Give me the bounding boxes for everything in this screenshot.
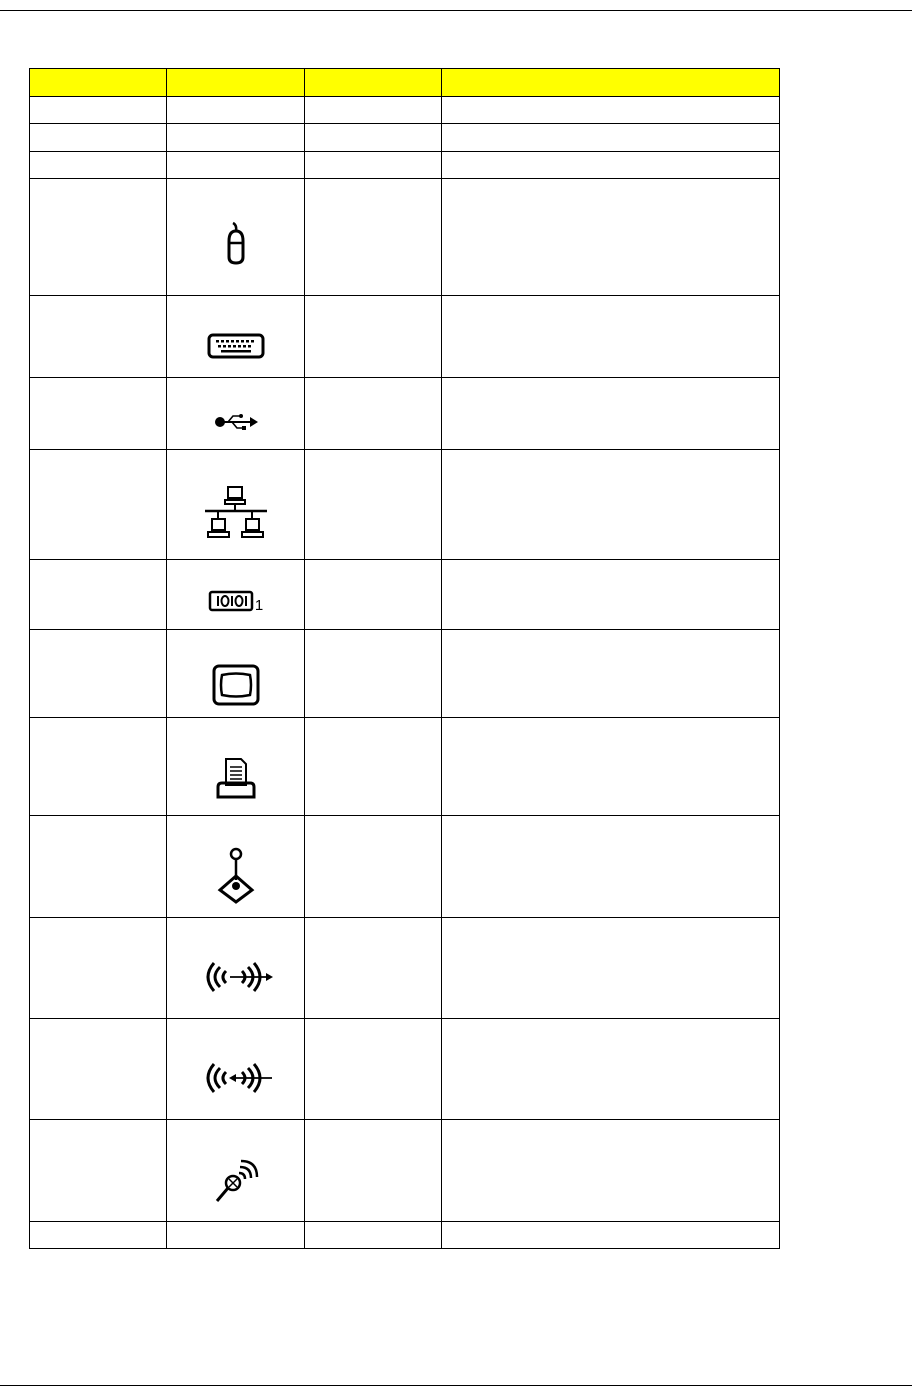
serial-port-icon — [208, 589, 254, 613]
top-rule — [0, 10, 912, 11]
table-cell — [442, 1222, 780, 1249]
table-cell — [305, 97, 442, 124]
network-icon — [203, 485, 269, 547]
table-cell — [442, 296, 780, 378]
table-cell — [305, 816, 442, 918]
monitor-icon — [211, 663, 261, 707]
table-cell — [442, 718, 780, 816]
table-cell — [30, 816, 167, 918]
table-cell — [305, 450, 442, 560]
table-cell — [442, 1019, 780, 1120]
table-cell — [305, 179, 442, 296]
table-cell — [442, 918, 780, 1019]
table-row — [30, 296, 780, 378]
icon-cell — [167, 1120, 305, 1222]
table-cell — [305, 296, 442, 378]
table-row — [30, 179, 780, 296]
line-in-icon — [196, 1058, 276, 1098]
header-cell — [305, 69, 442, 97]
table-cell — [442, 1120, 780, 1222]
table-header-row — [30, 69, 780, 97]
header-cell — [30, 69, 167, 97]
table-row — [30, 97, 780, 124]
table-cell — [442, 630, 780, 718]
microphone-icon — [211, 1155, 261, 1207]
table-cell — [305, 1222, 442, 1249]
table-cell — [167, 97, 305, 124]
table-cell — [30, 179, 167, 296]
icon-cell — [167, 179, 305, 296]
icon-cell — [167, 816, 305, 918]
table-cell — [305, 918, 442, 1019]
table-cell — [167, 1222, 305, 1249]
table-cell — [442, 450, 780, 560]
table-cell — [30, 1222, 167, 1249]
keyboard-icon — [206, 331, 266, 361]
table-cell — [167, 152, 305, 179]
printer-icon — [214, 755, 258, 803]
line-out-icon — [196, 957, 276, 997]
icon-cell — [167, 450, 305, 560]
icon-cell — [167, 1019, 305, 1120]
table-cell — [442, 179, 780, 296]
table-cell — [305, 378, 442, 450]
table-cell — [305, 1019, 442, 1120]
table-cell — [30, 378, 167, 450]
table-row — [30, 1222, 780, 1249]
table-cell — [305, 560, 442, 630]
table-cell — [30, 1120, 167, 1222]
table-cell — [30, 296, 167, 378]
table-cell — [30, 630, 167, 718]
icon-cell — [167, 378, 305, 450]
table-cell — [305, 630, 442, 718]
table-row — [30, 718, 780, 816]
table-cell — [305, 124, 442, 152]
table-cell — [442, 816, 780, 918]
table-cell — [30, 1019, 167, 1120]
table-cell — [305, 1120, 442, 1222]
table-cell — [30, 450, 167, 560]
table-cell — [305, 152, 442, 179]
table-row — [30, 378, 780, 450]
table-row — [30, 152, 780, 179]
table-cell — [442, 560, 780, 630]
table-cell — [30, 124, 167, 152]
table-row — [30, 560, 780, 630]
ports-table — [29, 68, 780, 1249]
icon-cell — [167, 718, 305, 816]
icon-cell — [167, 560, 305, 630]
table-cell — [442, 97, 780, 124]
table-cell — [30, 560, 167, 630]
table-cell — [167, 124, 305, 152]
table-row — [30, 1120, 780, 1222]
usb-icon — [212, 410, 260, 434]
joystick-icon — [216, 846, 256, 906]
table-row — [30, 816, 780, 918]
table-cell — [30, 918, 167, 1019]
table-row — [30, 450, 780, 560]
table-row — [30, 630, 780, 718]
icon-cell — [167, 630, 305, 718]
table-cell — [30, 97, 167, 124]
table-cell — [30, 718, 167, 816]
mouse-icon — [221, 219, 251, 269]
table-row — [30, 918, 780, 1019]
table-row — [30, 124, 780, 152]
icon-cell — [167, 296, 305, 378]
icon-cell — [167, 918, 305, 1019]
serial-port-number: 1 — [254, 597, 264, 614]
table-cell — [442, 152, 780, 179]
table-cell — [305, 718, 442, 816]
header-cell — [442, 69, 780, 97]
bottom-rule — [0, 1385, 912, 1386]
header-cell — [167, 69, 305, 97]
table-row — [30, 1019, 780, 1120]
table-cell — [30, 152, 167, 179]
table-cell — [442, 378, 780, 450]
table-cell — [442, 124, 780, 152]
